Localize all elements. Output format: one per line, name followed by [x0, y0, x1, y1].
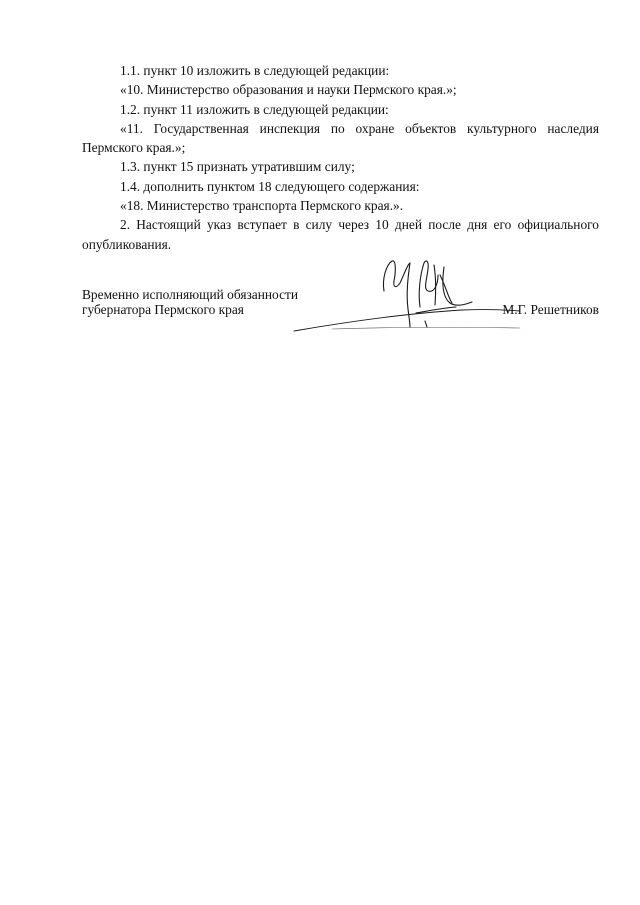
- paragraph-1-1: 1.1. пункт 10 изложить в следующей редакции:: [120, 63, 390, 78]
- signer-name: М.Г. Решетников: [502, 302, 599, 317]
- paragraph-1-4: 1.4. дополнить пунктом 18 следующего содержания:: [120, 178, 420, 194]
- paragraph-2-effective: 2. Настоящий указ вступает в силу через 10 дней после дня его официального опубликования.: [82, 217, 599, 252]
- signer-position-line-1: Временно исполняющий обязанности: [82, 287, 299, 302]
- paragraph-1-2: 1.2. пункт 11 изложить в следующей редакции:: [120, 101, 389, 117]
- signer-position: [82, 287, 298, 317]
- handwritten-signature-icon: [292, 257, 522, 337]
- paragraph-point-18: «18. Министерство транспорта Пермского края.».: [120, 198, 404, 214]
- paragraph-point-11: «11. Государственная инспекция по охране объектов культурного наследия Пермского края.»;: [82, 120, 599, 156]
- paragraph-point-10: «10. Министерство образования и науки Пермского края.»;: [120, 82, 457, 98]
- document-body: [82, 61, 599, 254]
- signer-position-line-2: губернатора Пермского края: [82, 302, 244, 317]
- paragraph-1-3: 1.3. пункт 15 признать утратившим силу;: [120, 159, 355, 175]
- signature-block: [82, 287, 599, 347]
